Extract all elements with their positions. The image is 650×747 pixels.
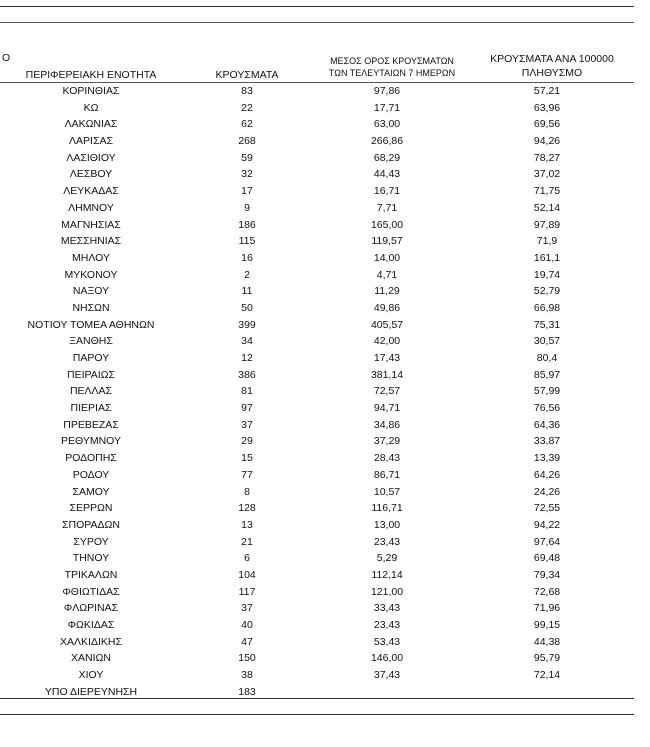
cases-cell: 183	[238, 685, 256, 698]
cases-cell: 268	[238, 135, 256, 148]
cases-cell: 2	[244, 268, 250, 281]
table-row	[0, 467, 632, 484]
cases-cell: 29	[241, 435, 253, 448]
cases-cell: 186	[238, 218, 256, 231]
per100k-cell: 97,89	[533, 218, 561, 231]
table-row	[0, 267, 632, 284]
region-cell: ΡΟΔΟΠΗΣ	[65, 452, 117, 465]
cases-cell: 128	[238, 502, 256, 515]
top-rule-2	[0, 22, 634, 23]
avg-cell: 44,43	[373, 168, 401, 181]
per100k-cell: 69,48	[533, 552, 561, 565]
region-cell: ΛΕΥΚΑΔΑΣ	[63, 185, 119, 198]
per100k-cell: 79,34	[533, 568, 561, 581]
per100k-cell: 52,79	[533, 285, 561, 298]
table-row	[0, 383, 632, 400]
per100k-cell: 94,22	[533, 518, 561, 531]
avg-cell: 42,00	[373, 335, 401, 348]
table-row	[0, 584, 632, 601]
region-cell: ΛΑΚΩΝΙΑΣ	[64, 118, 118, 131]
cases-cell: 40	[241, 619, 253, 631]
region-cell: ΣΑΜΟΥ	[72, 485, 110, 498]
cases-cell: 150	[238, 652, 256, 665]
per100k-cell: 161,1	[533, 251, 561, 264]
cases-cell: 77	[241, 468, 253, 481]
region-cell: ΝΟΤΙΟΥ ΤΟΜΕΑ ΑΘΗΝΩΝ	[27, 318, 155, 331]
avg-cell: 49,86	[373, 301, 401, 314]
header-per100k-line1: ΚΡΟΥΣΜΑΤΑ ΑΝΑ 100000	[490, 53, 614, 65]
avg-cell: 266,86	[370, 135, 404, 148]
table-row	[0, 333, 632, 350]
table-row	[0, 133, 632, 150]
cases-cell: 59	[241, 151, 253, 164]
avg-cell: 97,86	[373, 85, 401, 97]
per100k-cell: 44,38	[533, 635, 561, 648]
avg-cell: 28,43	[373, 452, 401, 465]
per100k-cell: 24,26	[533, 485, 561, 498]
cases-cell: 32	[241, 168, 253, 181]
avg-cell: 86,71	[373, 468, 401, 481]
cases-table-body	[0, 83, 632, 700]
region-cell: ΦΩΚΙΔΑΣ	[67, 619, 115, 631]
table-row	[0, 417, 632, 434]
cases-cell: 115	[238, 235, 256, 248]
region-cell: ΠΙΕΡΙΑΣ	[70, 402, 112, 415]
avg-cell: 112,14	[371, 568, 403, 581]
cases-cell: 104	[238, 568, 256, 581]
region-cell: ΠΡΕΒΕΖΑΣ	[63, 418, 119, 431]
avg-cell: 11,29	[374, 285, 400, 298]
per100k-cell: 99,15	[533, 619, 561, 631]
per100k-cell: 19,74	[533, 268, 561, 281]
table-row	[0, 166, 632, 183]
cases-cell: 97	[241, 402, 253, 415]
region-cell: ΦΘΙΩΤΙΔΑΣ	[62, 585, 120, 598]
cases-cell: 47	[241, 635, 253, 648]
avg-cell: 23,43	[373, 619, 401, 631]
per100k-cell: 75,31	[533, 318, 561, 331]
region-cell: ΥΠΟ ΔΙΕΡΕΥΝΗΣΗ	[44, 685, 138, 698]
table-row	[0, 100, 632, 117]
table-row	[0, 500, 632, 517]
avg-cell: 116,71	[371, 502, 403, 515]
table-row	[0, 250, 632, 267]
per100k-cell: 37,02	[533, 168, 561, 181]
bottom-rule-2	[0, 714, 634, 715]
avg-cell: 14,00	[373, 251, 401, 264]
table-row	[0, 233, 632, 250]
header-cases	[182, 68, 312, 82]
region-cell: ΜΑΓΝΗΣΙΑΣ	[61, 218, 121, 231]
table-row	[0, 200, 632, 217]
cases-cell: 62	[241, 118, 253, 131]
header-cases-label: ΚΡΟΥΣΜΑΤΑ	[215, 69, 279, 81]
avg-cell: 146,00	[370, 652, 404, 665]
cases-table	[0, 83, 632, 700]
table-row	[0, 650, 632, 667]
region-cell: ΠΕΙΡΑΙΩΣ	[67, 368, 115, 381]
per100k-cell: 13,39	[533, 452, 561, 465]
avg-cell: 34,86	[373, 418, 401, 431]
region-cell: ΜΥΚΟΝΟΥ	[64, 268, 118, 281]
table-row	[0, 484, 632, 501]
table-row	[0, 534, 632, 551]
avg-cell: 17,71	[373, 101, 401, 114]
header-region	[0, 68, 182, 82]
cases-cell: 34	[241, 335, 253, 348]
avg-cell: 4,71	[376, 268, 398, 281]
table-row	[0, 116, 632, 133]
table-row	[0, 450, 632, 467]
header-stub: Ο	[2, 52, 11, 64]
header-region-label: ΠΕΡΙΦΕΡΕΙΑΚΗ ΕΝΟΤΗΤΑ	[25, 69, 157, 81]
region-cell: ΧΑΛΚΙΔΙΚΗΣ	[60, 635, 122, 648]
region-cell: ΧΙΟΥ	[78, 669, 104, 682]
avg-cell: 23,43	[373, 535, 401, 548]
region-cell: ΣΥΡΟΥ	[73, 535, 109, 548]
table-row	[0, 367, 632, 384]
table-row	[0, 317, 632, 334]
avg-cell: 381,14	[370, 368, 404, 381]
per100k-cell: 97,64	[533, 535, 561, 548]
avg-cell: 37,29	[373, 435, 401, 448]
region-cell: ΣΠΟΡΑΔΩΝ	[62, 518, 120, 531]
table-row	[0, 550, 632, 567]
table-row	[0, 83, 632, 100]
table-row	[0, 567, 632, 584]
avg-cell: 53,43	[373, 635, 401, 648]
cases-cell: 399	[238, 318, 256, 331]
region-cell: ΝΑΞΟΥ	[72, 285, 110, 298]
region-cell: ΚΟΡΙΝΘΙΑΣ	[62, 85, 120, 97]
region-cell: ΚΩ	[83, 101, 99, 114]
avg-cell: 121,00	[370, 585, 404, 598]
avg-cell: 37,43	[373, 669, 401, 682]
table-row	[0, 634, 632, 651]
region-cell: ΠΕΛΛΑΣ	[69, 385, 113, 398]
cases-cell: 22	[241, 101, 253, 114]
region-cell: ΛΗΜΝΟΥ	[68, 201, 114, 214]
avg-cell: 68,29	[373, 151, 401, 164]
table-row	[0, 600, 632, 617]
table-row	[0, 283, 632, 300]
per100k-cell: 63,96	[533, 101, 561, 114]
avg-cell: 17,43	[373, 352, 401, 364]
per100k-cell: 71,9	[536, 235, 558, 248]
cases-cell: 8	[244, 485, 250, 498]
region-cell: ΛΑΣΙΘΙΟΥ	[66, 151, 116, 164]
header-per100k	[467, 52, 637, 80]
avg-cell: 72,57	[373, 385, 401, 398]
table-row	[0, 400, 632, 417]
cases-cell: 81	[241, 385, 253, 398]
cases-cell: 15	[241, 452, 253, 465]
per100k-cell: 69,56	[533, 118, 561, 131]
avg-cell: 13,00	[373, 518, 401, 531]
table-row	[0, 617, 632, 634]
top-rule-1	[0, 6, 634, 7]
region-cell: ΤΗΝΟΥ	[72, 552, 110, 565]
per100k-cell: 80,4	[536, 352, 558, 364]
per100k-cell: 72,14	[533, 669, 561, 682]
cases-cell: 37	[241, 602, 253, 615]
header-per100k-line2: ΠΛΗΘΥΣΜΟ	[521, 67, 583, 79]
per100k-cell: 94,26	[533, 135, 561, 148]
region-cell: ΡΕΘΥΜΝΟΥ	[60, 435, 121, 448]
cases-cell: 21	[241, 535, 253, 548]
per100k-cell: 52,14	[533, 201, 561, 214]
per100k-cell: 64,26	[533, 468, 561, 481]
region-cell: ΜΗΛΟΥ	[72, 251, 110, 264]
region-cell: ΦΛΩΡΙΝΑΣ	[63, 602, 119, 615]
per100k-cell: 57,99	[533, 385, 561, 398]
cases-cell: 50	[241, 301, 253, 314]
region-cell: ΧΑΝΙΩΝ	[71, 652, 111, 665]
table-row	[0, 517, 632, 534]
table-row	[0, 217, 632, 234]
per100k-cell: 71,96	[533, 602, 561, 615]
table-row	[0, 350, 632, 367]
header-avg-line1: ΜΕΣΟΣ ΟΡΟΣ ΚΡΟΥΣΜΑΤΩΝ	[330, 56, 454, 66]
region-cell: ΣΕΡΡΩΝ	[69, 502, 113, 515]
table-row	[0, 667, 632, 684]
cases-cell: 83	[241, 85, 253, 97]
per100k-cell: 85,97	[533, 368, 561, 381]
bottom-rule-1	[0, 698, 634, 699]
per100k-cell: 95,79	[533, 652, 561, 665]
per100k-cell: 33,87	[533, 435, 561, 448]
cases-cell: 12	[241, 352, 253, 364]
avg-cell: 165,00	[370, 218, 404, 231]
avg-cell: 7,71	[376, 201, 398, 214]
region-cell: ΞΑΝΘΗΣ	[69, 335, 113, 348]
header-avg-line2: ΤΩΝ ΤΕΛΕΥΤΑΙΩΝ 7 ΗΜΕΡΩΝ	[328, 68, 456, 78]
avg-cell: 405,57	[370, 318, 404, 331]
per100k-cell: 66,98	[533, 301, 561, 314]
table-row	[0, 150, 632, 167]
avg-cell: 119,57	[371, 235, 403, 248]
cases-cell: 386	[238, 368, 256, 381]
avg-cell: 10,57	[373, 485, 401, 498]
table-row	[0, 433, 632, 450]
table-row	[0, 183, 632, 200]
per100k-cell: 71,75	[533, 185, 561, 198]
table-row	[0, 300, 632, 317]
per100k-cell: 78,27	[533, 151, 561, 164]
cases-cell: 117	[238, 585, 256, 598]
region-cell: ΠΑΡΟΥ	[72, 352, 110, 364]
per100k-cell: 64,36	[533, 418, 561, 431]
cases-cell: 16	[241, 251, 253, 264]
avg-cell: 63,00	[373, 118, 401, 131]
cases-cell: 17	[241, 185, 253, 198]
per100k-cell: 72,68	[533, 585, 561, 598]
per100k-cell: 30,57	[533, 335, 561, 348]
per100k-cell: 76,56	[533, 402, 561, 415]
per100k-cell: 72,55	[533, 502, 561, 515]
header-avg	[317, 55, 467, 79]
cases-cell: 9	[244, 201, 250, 214]
region-cell: ΜΕΣΣΗΝΙΑΣ	[60, 235, 122, 248]
cases-cell: 13	[241, 518, 253, 531]
cases-cell: 11	[241, 285, 253, 298]
avg-cell: 94,71	[373, 402, 401, 415]
region-cell: ΛΕΣΒΟΥ	[69, 168, 113, 181]
region-cell: ΤΡΙΚΑΛΩΝ	[64, 568, 118, 581]
region-cell: ΝΗΣΩΝ	[72, 301, 110, 314]
avg-cell: 5,29	[376, 552, 398, 565]
avg-cell: 16,71	[373, 185, 401, 198]
avg-cell: 33,43	[373, 602, 401, 615]
cases-cell: 38	[241, 669, 253, 682]
cases-cell: 37	[241, 418, 253, 431]
cases-cell: 6	[244, 552, 250, 565]
region-cell: ΛΑΡΙΣΑΣ	[69, 135, 113, 148]
region-cell: ΡΟΔΟΥ	[72, 468, 110, 481]
per100k-cell: 57,21	[533, 85, 561, 97]
